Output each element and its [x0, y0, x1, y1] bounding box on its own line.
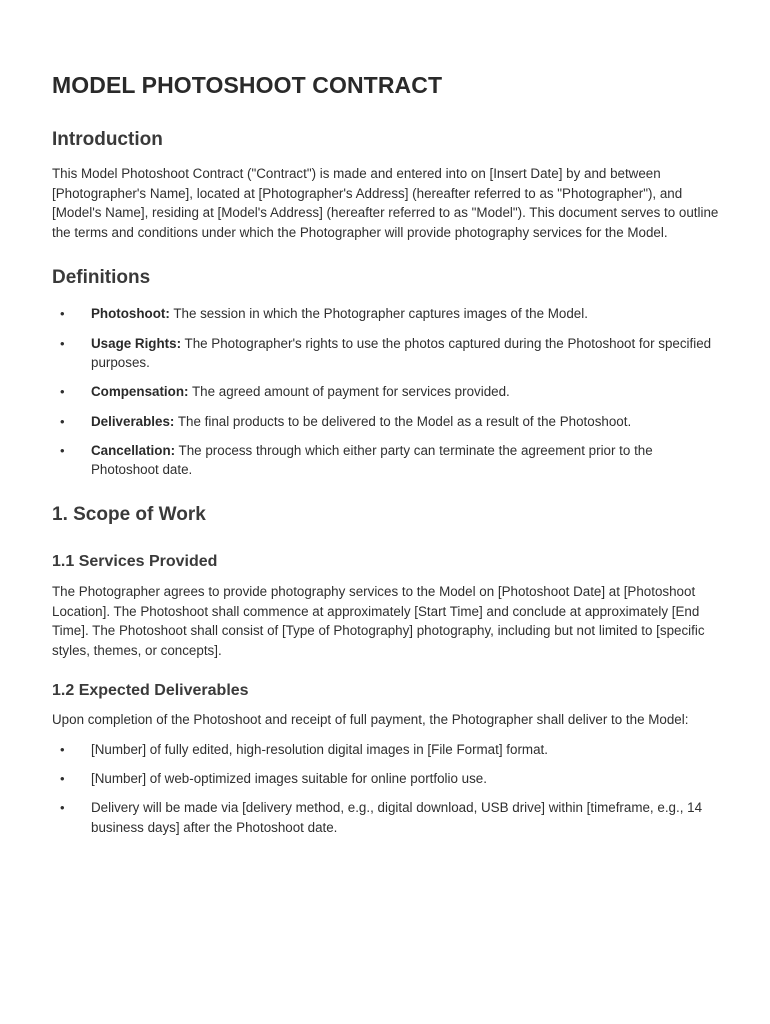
deliverable-item: [52, 798, 724, 837]
services-provided-paragraph: The Photographer agrees to provide photography services to the Model on [Photoshoot Date] at [Photoshoot Location]. The Photoshoot shall commence at approximately [Start Time] and conclude at approximately [End Time]. The Photoshoot shall consist of [Type of Photography] photography, including but not limited to [specific styles, themes, or concepts].: [52, 583, 705, 658]
services-provided-heading: 1.1 Services Provided: [52, 552, 218, 570]
definition-term: Usage Rights:: [91, 335, 182, 351]
bullet-icon: •: [60, 413, 65, 429]
definition-item: [52, 334, 724, 373]
deliverables-list: [52, 740, 724, 838]
introduction-paragraph: This Model Photoshoot Contract ("Contract") is made and entered into on [Insert Date] by and between [Photographer's Name], located at [Photographer's Address] (hereafter referred to as "Photographer"), and [Model's Name], residing at [Model's Address] (hereafter referred to as "Model"). This document serves to outline the terms and conditions under which the Photographer will provide photography services for the Model.: [52, 166, 719, 240]
definition-item: [52, 441, 724, 480]
bullet-icon: •: [60, 306, 65, 322]
definitions-list: [52, 304, 724, 480]
scope-of-work-heading: 1. Scope of Work: [52, 503, 206, 525]
introduction-heading: Introduction: [52, 129, 163, 150]
bullet-icon: •: [60, 771, 65, 787]
deliverable-text: [Number] of web-optimized images suitable for online portfolio use.: [91, 771, 487, 787]
deliverable-text: Delivery will be made via [delivery method, e.g., digital download, USB drive] within [timeframe, e.g., 14 business days] after the Photoshoot date.: [91, 800, 703, 835]
definition-term: Cancellation:: [91, 442, 176, 458]
definition-item: [52, 412, 724, 432]
deliverable-item: [52, 769, 724, 789]
contract-page: [52, 70, 724, 837]
definition-term: Compensation:: [91, 384, 189, 400]
definition-text: The Photographer's rights to use the photos captured during the Photoshoot for specified purposes.: [91, 335, 712, 371]
definition-text: The final products to be delivered to the Model as a result of the Photoshoot.: [174, 413, 632, 429]
definition-text: The agreed amount of payment for services provided.: [188, 384, 510, 400]
bullet-icon: •: [60, 800, 65, 816]
definition-item: [52, 304, 724, 324]
bullet-icon: •: [60, 741, 65, 757]
document-title: MODEL PHOTOSHOOT CONTRACT: [52, 72, 443, 98]
definition-term: Photoshoot:: [91, 306, 170, 322]
bullet-icon: •: [60, 442, 65, 458]
deliverable-text: [Number] of fully edited, high-resolution digital images in [File Format] format.: [91, 741, 548, 757]
definition-text: The session in which the Photographer captures images of the Model.: [169, 306, 588, 322]
deliverable-item: [52, 740, 724, 760]
bullet-icon: •: [60, 335, 65, 351]
definitions-heading: Definitions: [52, 267, 151, 289]
definition-text: The process through which either party can terminate the agreement prior to the Photoshoot date.: [91, 442, 653, 478]
definition-item: [52, 382, 724, 402]
expected-deliverables-paragraph: Upon completion of the Photoshoot and receipt of full payment, the Photographer shall deliver to the Model:: [52, 712, 689, 728]
expected-deliverables-heading: 1.2 Expected Deliverables: [52, 682, 249, 700]
definition-term: Deliverables:: [91, 413, 175, 429]
bullet-icon: •: [60, 384, 65, 400]
